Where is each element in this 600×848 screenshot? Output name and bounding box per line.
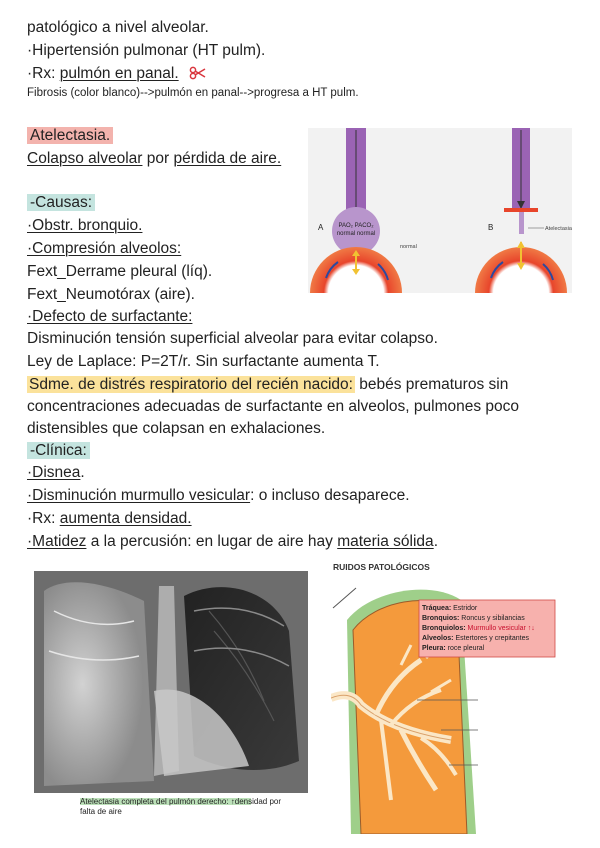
section-subtitle xyxy=(27,441,90,461)
causas-heading: -Causas: xyxy=(27,194,95,211)
text-fragment: bebés prematuros sin xyxy=(354,376,509,393)
highlighted-text: Sdme. de distrés respiratorio del recién nacido: xyxy=(29,376,353,393)
underlined-text: Colapso alveolar xyxy=(27,150,143,167)
cause-item: ·Defecto de surfactante: xyxy=(27,308,193,325)
text-line: patológico a nivel alveolar. xyxy=(27,19,209,36)
note-line: Fibrosis (color blanco)-->pulmón en panal-->progresa a HT pulm. xyxy=(27,87,359,99)
underlined-text: ·Matidez xyxy=(27,533,87,550)
text-fragment: . xyxy=(433,533,438,550)
text-line: Disminución tensión superficial alveolar para evitar colapso. xyxy=(27,330,438,347)
clinica-heading: -Clínica: xyxy=(27,442,90,459)
cause-item: ·Compresión alveolos: xyxy=(27,240,182,257)
clinic-item xyxy=(27,486,410,506)
cause-item: ·Obstr. bronquio. xyxy=(27,217,143,234)
underlined-text: ·Disnea xyxy=(27,464,81,481)
text-line: ·Hipertensión pulmonar (HT pulm). xyxy=(27,42,266,59)
alveolus-diagram xyxy=(308,128,572,293)
legend-bronquiolos: Bronquiolos: Murmullo vesicular ↑↓ xyxy=(422,625,535,632)
text-line xyxy=(27,64,207,84)
atelectasia-label: Atelectasia xyxy=(545,226,572,232)
section-subtitle xyxy=(27,193,95,213)
xray-caption: Atelectasia completa del pulmón derecho: ↑densidad por xyxy=(80,797,282,806)
normal-normal-label: normal normal xyxy=(336,231,376,237)
text-fragment: . xyxy=(80,464,85,481)
text-line: Ley de Laplace: P=2T/r. Sin surfactante aumenta T. xyxy=(27,353,380,370)
cause-subitem: Fext_Neumotórax (aire). xyxy=(27,286,195,303)
legend-bronquios: Bronquios: Roncus y sibilancias xyxy=(422,615,525,622)
clinic-item xyxy=(27,509,192,529)
legend-pleura: Pleura: roce pleural xyxy=(422,645,485,652)
text-fragment: : o incluso desaparece. xyxy=(250,487,410,504)
cause-subitem: Fext_Derrame pleural (líq). xyxy=(27,263,213,280)
text-line: concentraciones adecuadas de surfactante en alveolos, pulmones poco xyxy=(27,398,520,415)
normal-label: normal xyxy=(400,244,417,250)
underlined-text: ·Disminución murmullo vesicular xyxy=(27,487,251,504)
underlined-text: pérdida de aire. xyxy=(173,150,282,167)
section-title xyxy=(27,126,113,146)
text-prefix: ·Rx: xyxy=(27,510,60,527)
text-prefix: ·Rx: xyxy=(27,65,60,82)
ruidos-title: RUIDOS PATOLÓGICOS xyxy=(333,562,430,572)
definition-line xyxy=(27,149,281,169)
legend-alveolos: Alveolos: Estertores y crepitantes xyxy=(422,635,529,642)
text-fragment: a la percusión: en lugar de aire hay xyxy=(86,533,338,550)
scissors-icon xyxy=(189,66,207,80)
ruidos-diagram xyxy=(331,560,557,834)
label-b: B xyxy=(488,223,494,232)
xray-caption-line2: falta de aire xyxy=(80,807,122,816)
underlined-text: pulmón en panal. xyxy=(59,65,179,82)
text-line: distensibles que colapsan en exhalaciones. xyxy=(27,420,326,437)
text-fragment: por xyxy=(142,150,174,167)
label-a: A xyxy=(318,223,324,232)
underlined-text: materia sólida xyxy=(337,533,434,550)
atelectasia-heading: Atelectasia. xyxy=(27,127,113,144)
clinic-item xyxy=(27,532,438,552)
text-line xyxy=(27,375,508,395)
pao2-label: PAO₂ PACO₂ xyxy=(338,223,374,229)
clinic-item xyxy=(27,463,85,483)
obstruction-b xyxy=(504,208,538,212)
opaque-right-lung xyxy=(44,582,154,786)
legend-traquea: Tráquea: Estridor xyxy=(422,605,478,612)
xray-figure xyxy=(34,571,308,821)
underlined-text: aumenta densidad. xyxy=(59,510,192,527)
